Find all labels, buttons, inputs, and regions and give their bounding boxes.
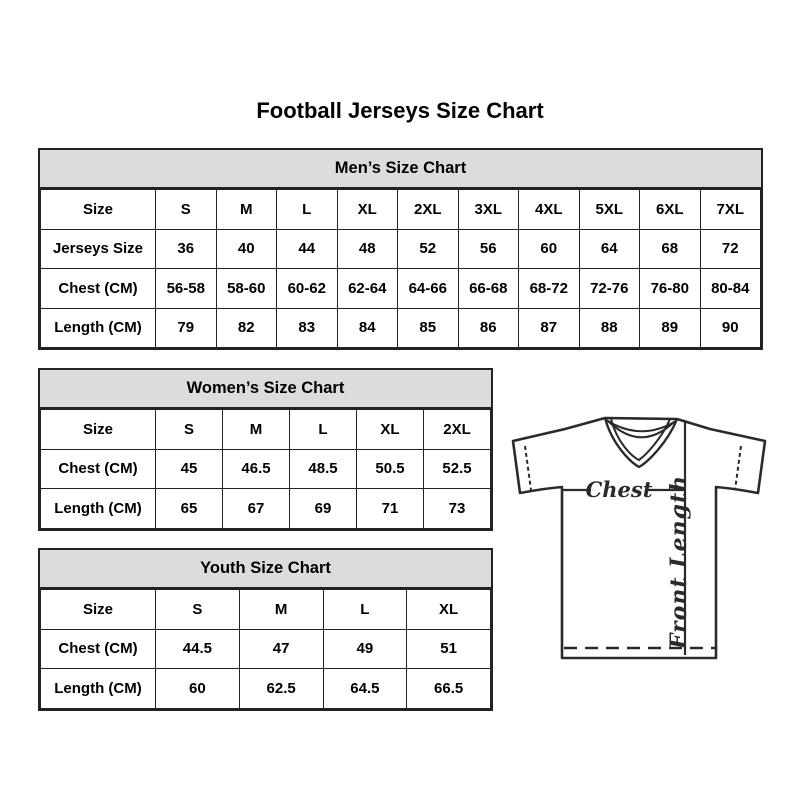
mens-size-chart-header: Men’s Size Chart: [40, 150, 761, 189]
table-cell: 3XL: [458, 190, 519, 230]
page-title: Football Jerseys Size Chart: [256, 98, 544, 123]
table-cell: 50.5: [357, 449, 424, 489]
table-cell: 56-58: [156, 269, 217, 309]
table-row: [41, 629, 491, 669]
table-cell: 48.5: [290, 449, 357, 489]
table-cell: Chest (CM): [41, 629, 156, 669]
table-cell: 5XL: [579, 190, 640, 230]
youth-size-chart-table: [38, 548, 493, 711]
table-cell: 86: [458, 308, 519, 348]
table-cell: 56: [458, 229, 519, 269]
table-cell: 66.5: [407, 669, 491, 709]
mens-size-table: [40, 189, 761, 348]
table-cell: M: [223, 410, 290, 450]
table-cell: 64.5: [323, 669, 407, 709]
jersey-diagram-svg: [498, 392, 770, 694]
table-cell: M: [239, 590, 323, 630]
table-cell: Size: [41, 410, 156, 450]
table-cell: 48: [337, 229, 398, 269]
table-cell: 52: [398, 229, 459, 269]
table-cell: Jerseys Size: [41, 229, 156, 269]
table-cell: Size: [41, 590, 156, 630]
table-cell: 64-66: [398, 269, 459, 309]
table-cell: 72-76: [579, 269, 640, 309]
table-cell: 79: [156, 308, 217, 348]
table-cell: 62.5: [239, 669, 323, 709]
jersey-outline: [513, 418, 765, 658]
table-cell: S: [156, 190, 217, 230]
table-cell: S: [156, 410, 223, 450]
womens-size-table: [40, 409, 491, 529]
table-cell: L: [323, 590, 407, 630]
table-cell: XL: [337, 190, 398, 230]
table-cell: 73: [424, 489, 491, 529]
table-cell: 51: [407, 629, 491, 669]
table-row: [41, 229, 761, 269]
table-row: [41, 489, 491, 529]
youth-size-table: [40, 589, 491, 709]
womens-size-chart-table: [38, 368, 493, 531]
table-cell: 4XL: [519, 190, 580, 230]
table-cell: M: [216, 190, 277, 230]
table-cell: 88: [579, 308, 640, 348]
table-cell: 84: [337, 308, 398, 348]
table-cell: 64: [579, 229, 640, 269]
table-cell: Length (CM): [41, 669, 156, 709]
table-cell: 62-64: [337, 269, 398, 309]
table-cell: 68-72: [519, 269, 580, 309]
table-cell: 67: [223, 489, 290, 529]
table-cell: Size: [41, 190, 156, 230]
table-cell: L: [290, 410, 357, 450]
table-cell: Length (CM): [41, 308, 156, 348]
table-row: [41, 269, 761, 309]
table-cell: Length (CM): [41, 489, 156, 529]
table-cell: L: [277, 190, 338, 230]
table-row: [41, 190, 761, 230]
table-cell: XL: [407, 590, 491, 630]
table-cell: Chest (CM): [41, 449, 156, 489]
table-cell: 85: [398, 308, 459, 348]
womens-size-chart-header: Women’s Size Chart: [40, 370, 491, 409]
table-row: [41, 308, 761, 348]
table-cell: 46.5: [223, 449, 290, 489]
table-cell: 71: [357, 489, 424, 529]
table-row: [41, 449, 491, 489]
table-cell: 65: [156, 489, 223, 529]
mens-size-chart-table: [38, 148, 763, 350]
table-cell: 87: [519, 308, 580, 348]
table-cell: 36: [156, 229, 217, 269]
table-cell: 44: [277, 229, 338, 269]
table-cell: 76-80: [640, 269, 701, 309]
table-cell: 89: [640, 308, 701, 348]
youth-size-chart-header: Youth Size Chart: [40, 550, 491, 589]
chest-label: Chest: [585, 477, 653, 502]
table-cell: 58-60: [216, 269, 277, 309]
table-cell: 83: [277, 308, 338, 348]
table-cell: 47: [239, 629, 323, 669]
front-length-label: Front Length: [666, 474, 692, 650]
table-cell: 45: [156, 449, 223, 489]
table-cell: Chest (CM): [41, 269, 156, 309]
table-cell: XL: [357, 410, 424, 450]
table-cell: 72: [700, 229, 761, 269]
table-cell: 49: [323, 629, 407, 669]
jersey-measurement-diagram: [498, 392, 770, 694]
table-cell: 60-62: [277, 269, 338, 309]
table-cell: 90: [700, 308, 761, 348]
table-cell: 68: [640, 229, 701, 269]
table-cell: 66-68: [458, 269, 519, 309]
table-cell: 2XL: [424, 410, 491, 450]
table-cell: 60: [156, 669, 240, 709]
table-cell: 80-84: [700, 269, 761, 309]
table-cell: 6XL: [640, 190, 701, 230]
table-cell: 82: [216, 308, 277, 348]
table-cell: 2XL: [398, 190, 459, 230]
table-row: [41, 410, 491, 450]
table-cell: 52.5: [424, 449, 491, 489]
table-cell: 69: [290, 489, 357, 529]
table-cell: 7XL: [700, 190, 761, 230]
table-cell: 60: [519, 229, 580, 269]
table-cell: 40: [216, 229, 277, 269]
table-cell: 44.5: [156, 629, 240, 669]
table-row: [41, 669, 491, 709]
table-row: [41, 590, 491, 630]
table-cell: S: [156, 590, 240, 630]
